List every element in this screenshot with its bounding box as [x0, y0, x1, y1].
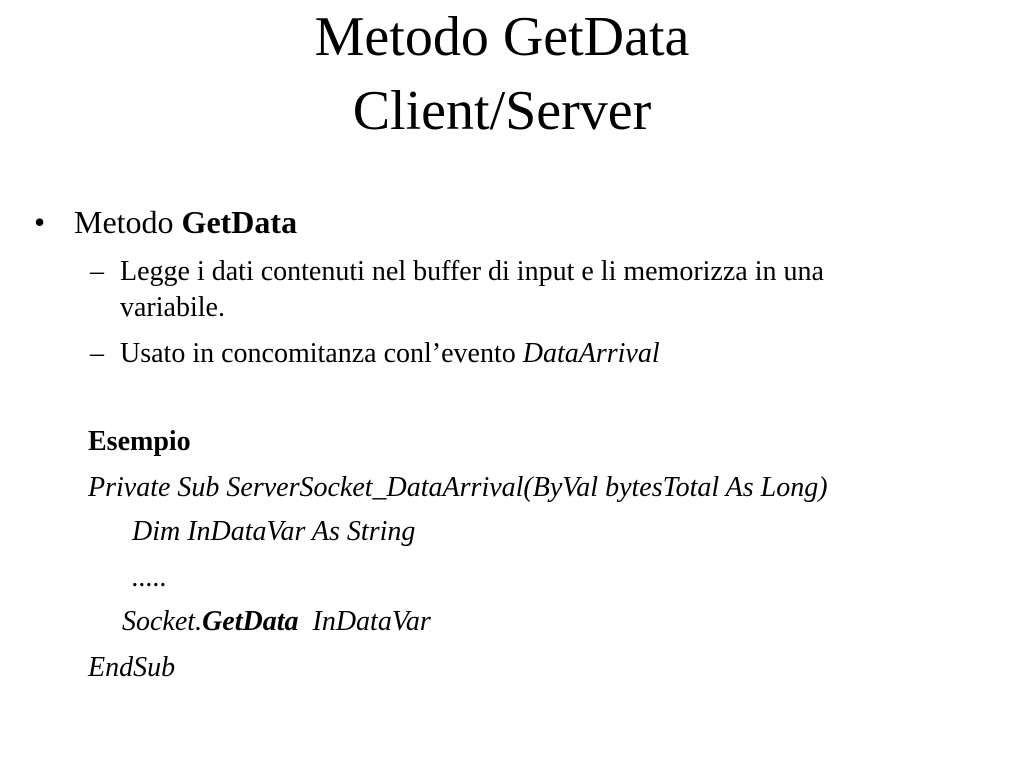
- bullet-bold-text: GetData: [181, 204, 298, 240]
- code-line-5: EndSub: [88, 652, 176, 683]
- code-line-3: .....: [132, 562, 167, 593]
- subitem-usato: [90, 336, 660, 372]
- subitem-marker: –: [90, 256, 104, 287]
- subitem-italic-text: DataArrival: [522, 338, 660, 369]
- title-line-2: Client/Server: [352, 80, 652, 142]
- subitem-text: Usato in concomitanza conl’evento: [120, 338, 523, 369]
- code-line-2: Dim InDataVar As String: [132, 516, 416, 547]
- code-line-4-prefix: Socket.: [122, 606, 203, 637]
- subitem-text-line-1: Legge i dati contenuti nel buffer di input e li memorizza in una: [120, 256, 824, 287]
- code-line-4-bold: GetData: [202, 606, 299, 637]
- slide-title: [0, 0, 1004, 148]
- bullet-prefix: Metodo: [74, 204, 182, 240]
- code-line-4-suffix: InDataVar: [298, 606, 431, 637]
- title-line-1: Metodo GetData: [314, 6, 690, 68]
- bullet-getdata: [34, 200, 297, 244]
- code-line-4: [122, 604, 431, 640]
- subitem-text-line-2: variabile.: [120, 292, 225, 323]
- code-line-1: Private Sub ServerSocket_DataArrival(ByVal bytesTotal As Long): [88, 472, 828, 503]
- subitem-legge: [90, 254, 990, 326]
- subitem-marker: –: [90, 338, 104, 369]
- bullet-marker: •: [34, 204, 46, 240]
- example-heading: Esempio: [88, 426, 191, 457]
